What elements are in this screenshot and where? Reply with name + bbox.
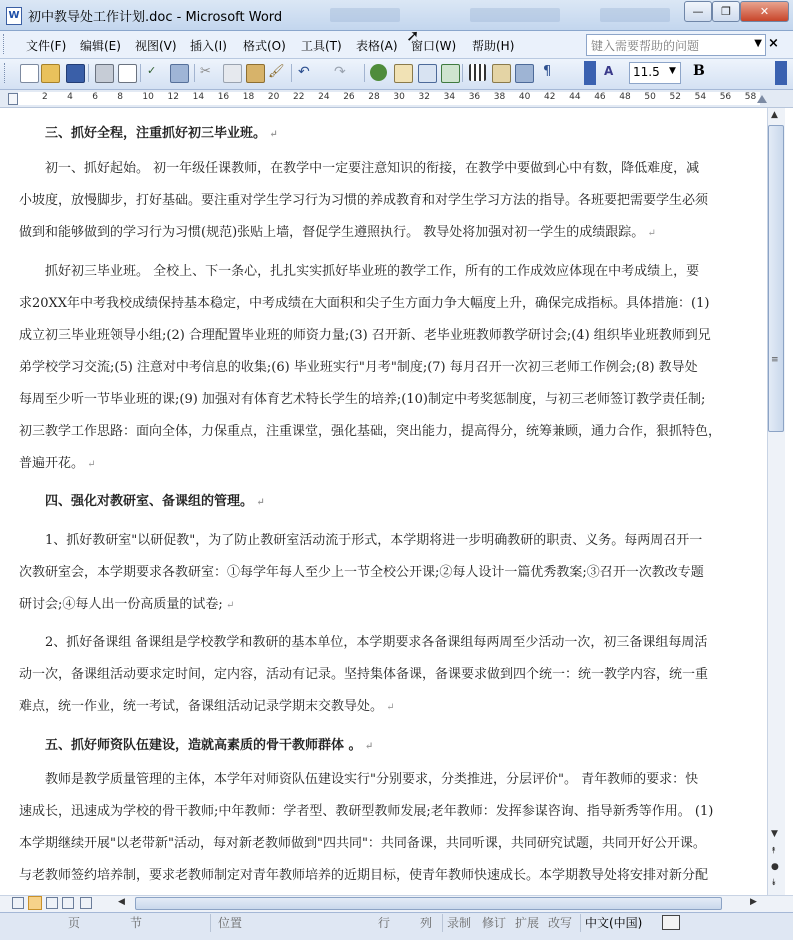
tables-borders-icon[interactable] [394,64,413,83]
ruler-tick-label: 8 [117,92,124,102]
ruler-tick-label: 44 [569,92,581,102]
outline-view-icon[interactable] [62,897,74,909]
chevron-down-icon[interactable]: ▼ [669,66,676,76]
ruler-tick-label: 4 [67,92,73,102]
ruler-tick-label: 14 [192,92,205,102]
spelling-status-icon[interactable] [662,915,680,930]
paragraph-line [19,864,708,883]
toolbar-separator [140,64,141,82]
paragraph-line [19,663,708,682]
status-separator [442,914,443,932]
paste-icon[interactable] [246,64,265,83]
paragraph-line [19,388,705,407]
insert-table-icon[interactable] [418,64,437,83]
ruler-tick-label: 20 [267,92,280,102]
ruler-tick-label: 50 [644,92,656,102]
status-record[interactable]: 录制 [447,916,472,930]
toolbar-separator [462,64,463,82]
paragraph-line [19,452,96,471]
paragraph-mark-icon: ↵ [361,741,374,752]
redo-icon[interactable]: ↷ [334,64,346,80]
cut-icon[interactable]: ✂ [200,64,211,79]
menu-tools[interactable]: 工具(T) [301,39,342,53]
status-line: 行 [378,916,391,930]
scroll-up-icon[interactable]: ▲ [771,110,778,120]
line-text: 三、抓好全程，注重抓好初三毕业班。 [45,126,267,141]
toolbar-separator [194,64,195,82]
line-text: 弟学校学习交流;(5) 注意对中考信息的收集;(6) 毕业班实行"月考"制度;(7) 每月召开一次初三老师工作例会;(8) 教导处 [19,360,698,375]
help-placeholder: 键入需要帮助的问题 [591,39,700,53]
paragraph-line [19,561,704,580]
close-button[interactable]: ✕ [740,1,789,22]
line-text: 教师是教学质量管理的主体，本学年对师资队伍建设实行"分别要求，分类推进，分层评价"。 青年教师的要求：快 [45,772,699,787]
menu-view[interactable]: 视图(V) [135,39,177,53]
drawing-icon[interactable] [492,64,511,83]
ruler-tick-label: 26 [343,92,355,102]
copy-icon[interactable] [223,64,242,83]
toolbar-separator [291,64,292,82]
status-section: 节 [130,916,143,930]
web-layout-view-icon[interactable] [28,896,42,910]
print-layout-view-icon[interactable] [46,897,58,909]
status-column: 列 [420,916,433,930]
line-text: 1、抓好教研室"以研促教"，为了防止教研室活动流于形式，本学期将进一步明确教研的职责、义务。每两周召开一 [45,533,703,548]
ruler-tick-label: 36 [468,92,481,102]
new-icon[interactable] [20,64,39,83]
ruler-tick-label: 58 [744,92,757,102]
ruler-tick-label: 48 [619,92,631,102]
paragraph-mark-icon: ↵ [644,228,656,239]
status-track-changes[interactable]: 修订 [482,916,507,930]
menu-help[interactable]: 帮助(H) [472,39,515,53]
document-close-button[interactable]: × [768,36,779,51]
menu-window[interactable]: 窗口(W) [411,39,457,53]
line-text: 速成长，迅速成为学校的骨干教师;中年教师：学者型、教研型教师发展;老年教师：发挥参谋咨询、指导新秀等作用。 (1) [19,804,714,819]
status-position: 位置 [218,916,243,930]
paragraph-line [45,631,707,650]
line-text: 次教研室会，本学期要求各教研室：①每学年每人至少上一节全校公开课;②每人设计一篇优秀教案;③召开一次教改专题 [19,565,704,580]
hyperlink-icon[interactable] [370,64,387,81]
line-text: 普遍开花。 [19,456,85,471]
paragraph-line [19,593,234,612]
ruler-tick-label: 40 [518,92,531,102]
reading-layout-icon[interactable] [80,897,92,909]
status-page: 页 [68,916,81,930]
print-preview-icon[interactable] [118,64,137,83]
ruler-tick-label: 42 [544,92,556,102]
ruler-tick-label: 2 [42,92,48,102]
ruler-tick-label: 46 [594,92,606,102]
paragraph-mark-icon: ↵ [383,702,395,713]
line-text: 小坡度，放慢脚步，打好基础。要注重对学生学习行为习惯的养成教育和对学生学习方法的指导。各班要把需要学生必须 [19,193,709,208]
ruler-tick-label: 6 [92,92,98,102]
ruler-tick-label: 56 [719,92,732,102]
line-text: 初一、抓好起始。 初一年级任课教师，在教学中一定要注意知识的衔接，在教学中要做到心中有数，降低难度，减 [45,161,700,176]
research-icon[interactable] [170,64,189,83]
window-title: 初中教导处工作计划.doc - Microsoft Word [28,10,283,25]
font-icon[interactable]: A [604,64,614,78]
next-page-icon[interactable]: ⯯ [771,878,777,888]
show-hide-icon[interactable]: ¶ [543,64,552,79]
ruler-tick-label: 28 [368,92,380,102]
paragraph-mark-icon: ↵ [253,497,265,508]
previous-page-icon[interactable]: ⯭ [771,846,777,856]
status-separator [580,914,581,932]
status-separator [210,914,211,932]
scroll-left-icon[interactable]: ◀ [118,897,125,907]
paragraph-mark-icon: ↵ [84,459,96,470]
thumb-grip-icon: ≡ [771,355,779,365]
tab-selector-icon[interactable] [8,93,18,105]
format-painter-icon[interactable]: 🖌 [268,64,285,79]
menu-format[interactable]: 格式(O) [243,39,286,53]
section-heading [45,734,373,753]
paragraph-line [45,529,702,548]
paragraph-mark-icon: ↵ [266,129,278,140]
scroll-right-icon[interactable]: ▶ [750,897,757,907]
menu-grip[interactable] [3,34,7,54]
open-icon[interactable] [41,64,60,83]
toolbar-separator [88,64,89,82]
bold-button[interactable]: B [693,63,705,79]
font-size-value: 11.5 [633,65,660,79]
columns-icon[interactable] [469,64,486,81]
select-browse-object-icon[interactable]: ● [771,862,779,872]
paragraph-line [19,420,721,439]
paragraph-line [19,356,698,375]
ruler-tick-label: 38 [493,92,506,102]
paragraph-line [19,221,656,240]
toolbar-overflow-button[interactable] [775,61,787,85]
document-page[interactable] [0,108,767,895]
normal-view-icon[interactable] [12,897,24,909]
line-text: 研讨会;④每人出一份高质量的试卷; [19,597,223,612]
paragraph-line [19,292,709,311]
line-text: 做到和能够做到的学习行为习惯(规范)张贴上墙，督促学生遵照执行。 教导处将加强对初一学生的成绩跟踪。 [19,225,645,240]
document-map-icon[interactable] [515,64,534,83]
horizontal-scroll-thumb[interactable] [135,897,722,910]
ruler-tick-label: 10 [142,92,154,102]
ruler-tick-label: 54 [694,92,707,102]
paragraph-mark-icon: ↵ [222,600,235,611]
menu-file[interactable]: 文件(F) [26,39,67,53]
ruler-tick-label: 52 [669,92,681,102]
section-heading [45,122,278,141]
status-language[interactable]: 中文(中国) [585,916,643,930]
ruler-tick-label: 18 [242,92,255,102]
ruler-tick-label: 22 [293,92,305,102]
paragraph-line [45,768,698,787]
ruler-tick-label: 12 [167,92,179,102]
scroll-down-icon[interactable]: ▼ [771,829,778,839]
status-overtype[interactable]: 改写 [548,916,573,930]
line-text: 每周至少听一节毕业班的课;(9) 加强对有体育艺术特长学生的培养;(10)制定中考奖惩制度，与初三老师签订教学责任制; [19,392,706,407]
status-extend[interactable]: 扩展 [515,916,540,930]
paragraph-line [19,189,708,208]
paragraph-line [19,695,395,714]
chevron-down-icon[interactable]: ▼ [754,38,762,49]
paragraph-line [19,832,706,851]
paragraph-line [45,157,699,176]
line-text: 本学期继续开展"以老带新"活动，每对新老教师做到"四共同"：共同备课，共同听课，共同研究试题，共同开好公开课。 [19,836,706,851]
ruler-tick-label: 24 [318,92,330,102]
insert-excel-icon[interactable] [441,64,460,83]
spelling-icon[interactable]: ✓ [147,64,157,77]
paragraph-line [19,324,711,343]
line-text: 初三教学工作思路：面向全体，力保重点，注重课堂，强化基础，突出能力，提高得分，统筹兼顾，通力合作，狠抓特色， [19,424,722,439]
taskbar-ghost [470,8,560,22]
vertical-scroll-thumb[interactable] [768,125,784,432]
ruler-tick-label: 30 [393,92,405,102]
restore-button[interactable]: ❐ [712,1,740,22]
save-icon[interactable] [66,64,85,83]
line-text: 五、抓好师资队伍建设，造就高素质的骨干教师群体 。 [45,738,362,753]
line-text: 2、抓好备课组 备课组是学校教学和教研的基本单位，本学期要求各备课组每两周至少活动一次，初三备课组每周活 [45,635,708,650]
taskbar-ghost [600,8,670,22]
section-heading [45,490,265,509]
print-icon[interactable] [95,64,114,83]
minimize-button[interactable]: — [684,1,712,22]
menu-table[interactable]: 表格(A) [356,39,398,53]
line-text: 求20XX年中考我校成绩保持基本稳定，中考成绩在大面积和尖子生方面力争大幅度上升，确保完成指标。具体措施：(1) [19,296,710,311]
toolbar-separator [364,64,365,82]
paragraph-line [19,800,713,819]
toolbar-overflow-button[interactable] [584,61,596,85]
right-indent-marker[interactable] [757,95,767,103]
toolbar-grip[interactable] [4,63,8,83]
line-text: 成立初三毕业班领导小组;(2) 合理配置毕业班的师资力量;(3) 召开新、老毕业班教师教学研讨会;(4) 组织毕业班教师到兄 [19,328,711,343]
line-text: 抓好初三毕业班。 全校上、下一条心，扎扎实实抓好毕业班的教学工作，所有的工作成效应体现在中考成绩上，要 [45,264,700,279]
taskbar-ghost [330,8,400,22]
help-search-input[interactable] [586,34,766,56]
line-text: 动一次，备课组活动要求定时间，定内容，活动有记录。坚持集体备课，备课要求做到四个统一：统一教学内容，统一重 [19,667,709,682]
line-text: 四、强化对教研室、备课组的管理。 [45,494,254,509]
line-text: 与老教师签约培养制，要求老教师制定对青年教师培养的近期目标，使青年教师快速成长。本学期教导处将安排对新分配 [19,868,709,883]
mouse-cursor-icon: ➚ [406,26,420,45]
menu-edit[interactable]: 编辑(E) [80,39,121,53]
line-text: 难点，统一作业，统一考试，备课组活动记录学期末交教导处。 [19,699,384,714]
ruler-tick-label: 32 [418,92,430,102]
ruler-tick-label: 16 [217,92,230,102]
undo-icon[interactable]: ↶ [298,64,310,80]
menu-insert[interactable]: 插入(I) [190,39,227,53]
word-app-icon[interactable]: W [6,7,22,25]
ruler-tick-label: 34 [443,92,456,102]
paragraph-line [45,260,699,279]
